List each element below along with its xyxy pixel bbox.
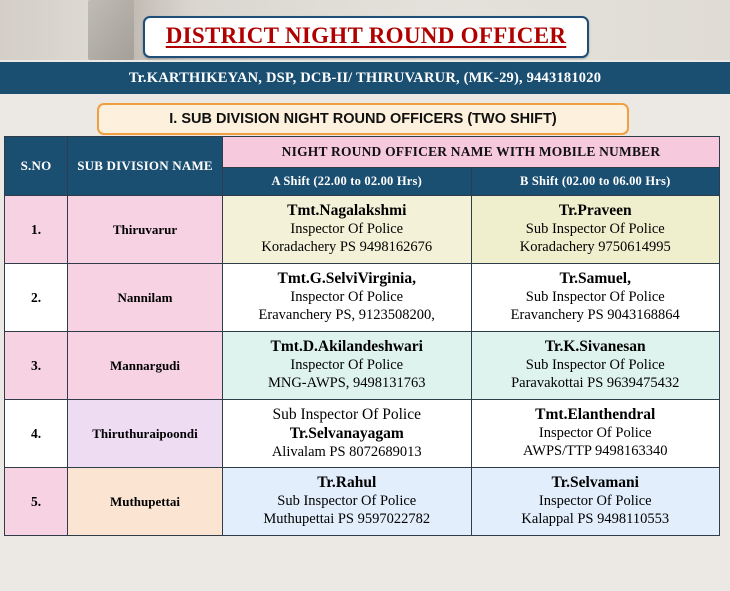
officer-line-1: Tr.Praveen [558, 202, 632, 220]
officer-line-3: Eravanchery PS 9043168864 [510, 306, 680, 323]
officer-line-1: Tr.Rahul [317, 474, 377, 492]
table-body [5, 196, 720, 536]
officer-line-2: Sub Inspector Of Police [525, 289, 665, 306]
district-officer-bar [0, 62, 730, 94]
header-shift-a: A Shift (22.00 to 02.00 Hrs) [223, 168, 472, 196]
header-shift-b: B Shift (02.00 to 06.00 Hrs) [471, 168, 720, 196]
officer-line-2: Sub Inspector Of Police [525, 357, 665, 374]
officer-line-1: Tr.Selvamani [551, 474, 639, 492]
officer-line-2: Sub Inspector Of Police [277, 493, 417, 510]
officer-line-2: Inspector Of Police [290, 357, 404, 374]
officer-line-1: Tr.Samuel, [559, 270, 631, 288]
officer-line-3: MNG-AWPS, 9498131763 [267, 374, 426, 391]
officer-line-2: Inspector Of Police [290, 289, 404, 306]
cell-sub-division: Nannilam [68, 264, 223, 332]
page-title: DISTRICT NIGHT ROUND OFFICER [165, 23, 567, 48]
cell-shift-a [223, 196, 472, 264]
cell-shift-b [471, 196, 720, 264]
header-sub-division: SUB DIVISION NAME [68, 137, 223, 196]
page-title-box [143, 16, 589, 58]
officer-line-2: Sub Inspector Of Police [525, 221, 665, 238]
cell-sub-division: Mannargudi [68, 332, 223, 400]
officer-line-1: Sub Inspector Of Police [272, 405, 421, 423]
cell-shift-a [223, 400, 472, 468]
officer-line-3: Eravanchery PS, 9123508200, [258, 306, 435, 323]
cell-sno: 1. [5, 196, 68, 264]
officer-line-2: Inspector Of Police [538, 493, 652, 510]
table-row [5, 468, 720, 536]
cell-sno: 5. [5, 468, 68, 536]
cell-sno: 4. [5, 400, 68, 468]
officer-line-3: AWPS/TTP 9498163340 [522, 442, 668, 459]
table-header-row-1 [5, 137, 720, 168]
table-row [5, 264, 720, 332]
officer-line-3: Kalappal PS 9498110553 [521, 510, 670, 527]
officer-line-3: Paravakottai PS 9639475432 [511, 374, 680, 391]
cell-shift-a [223, 264, 472, 332]
officer-line-1: Tmt.D.Akilandeshwari [270, 338, 423, 356]
cell-shift-b [471, 400, 720, 468]
cell-sub-division: Muthupettai [68, 468, 223, 536]
cell-shift-a [223, 468, 472, 536]
officer-line-3: Alivalam PS 8072689013 [271, 443, 422, 460]
cell-sno: 3. [5, 332, 68, 400]
night-round-officers-table-wrapper [4, 136, 720, 536]
cell-shift-b [471, 468, 720, 536]
night-round-officers-table [4, 136, 720, 536]
officer-line-1: Tmt.Elanthendral [535, 406, 656, 424]
cell-shift-b [471, 264, 720, 332]
header-officer-group: NIGHT ROUND OFFICER NAME WITH MOBILE NUMBER [223, 137, 720, 168]
cell-sno: 2. [5, 264, 68, 332]
table-row [5, 196, 720, 264]
officer-line-1: Tmt.Nagalakshmi [287, 202, 407, 220]
header-sno: S.NO [5, 137, 68, 196]
officer-line-3: Koradachery 9750614995 [519, 238, 671, 255]
cell-sub-division: Thiruvarur [68, 196, 223, 264]
officer-line-1: Tr.K.Sivanesan [544, 338, 646, 356]
table-head [5, 137, 720, 196]
cell-shift-b [471, 332, 720, 400]
officer-line-3: Muthupettai PS 9597022782 [263, 510, 431, 527]
officer-line-1: Tmt.G.SelviVirginia, [277, 270, 416, 288]
cell-shift-a [223, 332, 472, 400]
section-subheading: I. SUB DIVISION NIGHT ROUND OFFICERS (TWO SHIFT) [97, 103, 629, 135]
table-row [5, 332, 720, 400]
officer-line-2: Inspector Of Police [538, 425, 652, 442]
district-officer-text: Tr.KARTHIKEYAN, DSP, DCB-II/ THIRUVARUR, (MK-29), 9443181020 [128, 69, 602, 86]
officer-line-2: Tr.Selvanayagam [289, 424, 404, 442]
cell-sub-division: Thiruthuraipoondi [68, 400, 223, 468]
officer-line-3: Koradachery PS 9498162676 [261, 238, 433, 255]
officer-line-2: Inspector Of Police [290, 221, 404, 238]
table-row [5, 400, 720, 468]
